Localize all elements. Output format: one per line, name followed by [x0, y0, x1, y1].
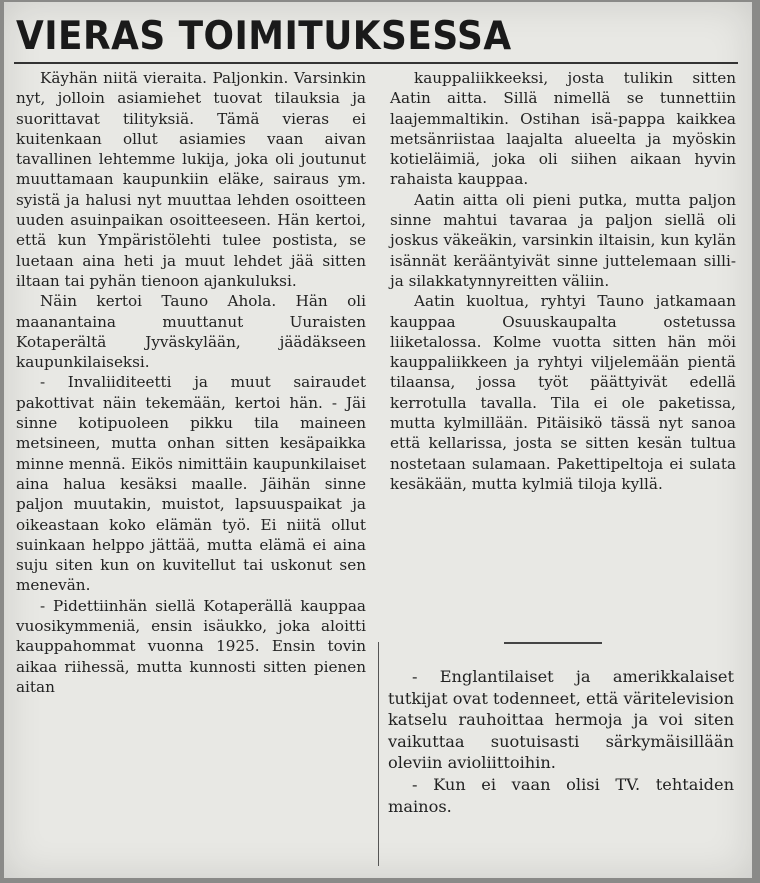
tv-note-box: [388, 666, 734, 817]
left-column: [16, 68, 366, 697]
headline-rule: [14, 62, 738, 64]
newspaper-clipping: [4, 2, 752, 878]
column-divider: [378, 642, 379, 866]
paragraph: kauppaliikkeeksi, josta tulikin sitten Aatin aitta. Sillä nimellä se tunnettiin laajemmaltikin. Ostihan isä-pappa kaikkea metsänriistaa laajalta alueelta ja myöskin kotieläimiä, joka oli siihen aikaan hyvin rahaista kauppaa.: [390, 69, 736, 189]
right-column: [390, 68, 736, 494]
section-rule: [504, 642, 602, 644]
paragraph: - Pidettiinhän siellä Kotaperällä kauppaa vuosikymmeniä, ensin isäukko, joka aloitti kauppahommat vuonna 1925. Ensin tovin aikaa riihessä, mutta kunnosti sitten pienen aitan: [16, 596, 366, 696]
paragraph: Käyhän niitä vieraita. Paljonkin. Varsinkin nyt, jolloin asiamiehet tuovat tilauksia ja suorittavat tilityksiä. Tämä vieras ei kuitenkaan ollut asiamies vaan aivan tavallinen lehtemme lukija, joka oli joutunut muuttamaan kaupunkiin eläke, sairaus ym. syistä ja halusi nyt muuttaa lehden osoitteen uuden asuinpaikan osoitteeseen. Hän kertoi, että kun Ympäristölehti tulee postista, se luetaan aina heti ja muut lehdet jää sitten iltaan tai pyhän tienoon ajankuluksi.: [16, 69, 366, 290]
paragraph: - Invaliiditeetti ja muut sairaudet pakottivat näin tekemään, kertoi hän. - Jäi sinne kotipuoleen pikku tila maineen metsineen, mutta onhan sitten kesäpaikka minne mennä. Eikös nimittäin kaupunkilaiset aina halua kesäksi maalle. Jäihän sinne paljon muutakin, muistot, lapsuuspaikat ja oikeastaan koko elämän työ. Ei niitä ollut suinkaan helppo jättää, mutta elämä ei aina suju siten kun on kuvitellut tai uskonut sen menevän.: [16, 373, 366, 595]
paragraph: - Kun ei vaan olisi TV. tehtaiden mainos.: [388, 774, 734, 816]
headline: VIERAS TOIMITUKSESSA: [16, 14, 512, 59]
paragraph: Aatin aitta oli pieni putka, mutta paljon sinne mahtui tavaraa ja paljon siellä oli joskus väkeäkin, varsinkin iltaisin, kun kylän isännät kerääntyivät sinne juttelemaan silli- ja silakkatynnyreitten väliin.: [390, 190, 736, 290]
paragraph: Aatin kuoltua, ryhtyi Tauno jatkamaan kauppaa Osuuskaupalta ostetussa liiketalossa. Kolme vuotta sitten hän möi kauppaliikkeen ja ryhtyi viljelemään pientä tilaansa, jossa työt päättyivät edellä kerrotulla tavalla. Tila ei ole paketissa, mutta kylmillään. Pitäisikö tässä nyt sanoa että kellarissa, josta se sitten kesän tultua nostetaan sulamaan. Pakettipeltoja ei sulata kesäkään, mutta kylmiä tiloja kyllä.: [390, 292, 736, 493]
paragraph: - Englantilaiset ja amerikkalaiset tutkijat ovat todenneet, että väritelevision katselu rauhoittaa hermoja ja voi siten vaikuttaa suotuisasti särkymäisillään oleviin avioliittoihin.: [388, 667, 734, 773]
paragraph: Näin kertoi Tauno Ahola. Hän oli maanantaina muuttanut Uuraisten Kotaperältä Jyväskylään, jäädäkseen kaupunkilaiseksi.: [16, 292, 366, 372]
